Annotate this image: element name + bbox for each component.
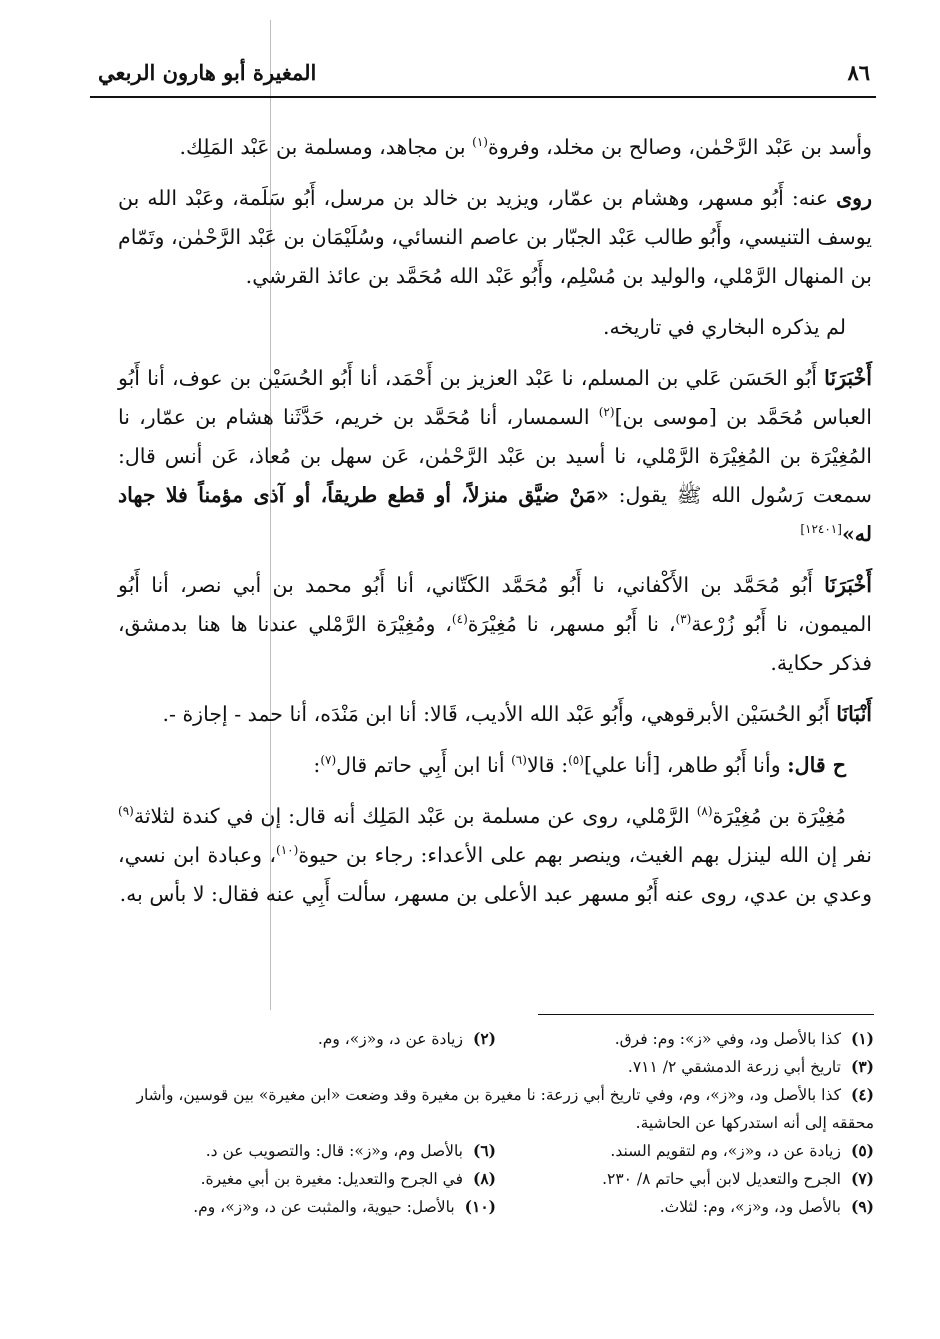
main-text: [118, 128, 872, 926]
paragraph-8: [118, 797, 872, 914]
footnote-10: [118, 1193, 496, 1221]
paragraph-6: [118, 695, 872, 734]
text-run: : قالا: [526, 753, 569, 777]
footnote-text: بالأصل ود، و«ز»، وم: لثلاث.: [659, 1198, 841, 1216]
text-run: عنه: أَبُو مسهر، وهشام بن عمّار، ويزيد بن خالد بن مرسل، أَبُو سَلَمة، وعَبْد الله بن يوسف التنيسي، وأَبُو طالب عَبْد الجبّار بن عاصم النسائي، وسُلَيْمَان بن عَبْد الرَّحْمٰن، وتَمّام بن المنهال الرَّمْلي، والوليد بن مُسْلِم، وأَبُو عَبْد الله مُحَمَّد بن عائذ القرشي.: [118, 186, 872, 288]
footnote-row: [118, 1053, 874, 1081]
paragraph-1: [118, 128, 872, 167]
footnote-ref-4[interactable]: (٤): [451, 612, 468, 627]
footnote-ref-3[interactable]: (٣): [675, 612, 692, 627]
footnote-ref-2[interactable]: (٢): [598, 405, 615, 420]
footnote-8: [118, 1165, 496, 1193]
paragraph-7: [118, 746, 872, 785]
footnote-text: كذا بالأصل ود، وفي «ز»: وم: فرق.: [614, 1030, 841, 1048]
footnote-ref-7[interactable]: (٧): [320, 753, 337, 768]
text-run: أَبُو الحُسَيْن الأبرقوهي، وأَبُو عَبْد الله الأديب، قَالا: أنا ابن مَنْدَه، أنا حمد - إجازة -.: [162, 702, 837, 726]
text-run: نفر إن الله لينزل بهم الغيث، وينصر بهم على الأعداء: رجاء بن حيوة: [298, 843, 872, 867]
footnote-text: كذا بالأصل ود، و«ز»، وم، وفي تاريخ أبي زرعة: نا مغيرة بن مغيرة وقد وضعت «ابن مغيرة» بين قوسين، وأشار محققه إلى أنه استدركها عن الحاشية.: [136, 1086, 874, 1132]
lead-word: أَخْبَرَنَا: [824, 573, 872, 597]
footnote-ref-9[interactable]: (٩): [118, 804, 134, 819]
footnote-text: في الجرح والتعديل: مغيرة بن أبي مغيرة.: [200, 1170, 463, 1188]
footnote-row: [118, 1137, 874, 1165]
footnote-number: (٣): [850, 1057, 874, 1076]
footnote-7: [496, 1165, 874, 1193]
footnote-number: (٧): [850, 1169, 874, 1188]
footnote-text: زيادة عن د، و«ز»، وم.: [317, 1030, 463, 1048]
lead-word: روى: [836, 186, 872, 210]
footnote-number: (٩): [850, 1197, 874, 1216]
footnote-row: [118, 1025, 874, 1053]
footnote-number: (٥): [850, 1141, 874, 1160]
footnote-2: [118, 1025, 496, 1053]
footnote-rule: [538, 1014, 874, 1015]
lead-word: أَخْبَرَنَا: [824, 366, 872, 390]
footnote-4: [118, 1081, 874, 1137]
text-run: وأنا أَبُو طاهر، [أنا علي]: [583, 753, 788, 777]
footnote-text: زيادة عن د، و«ز»، وم لتقويم السند.: [610, 1142, 841, 1160]
footnote-ref-5[interactable]: (٥): [568, 753, 584, 768]
footnote-ref-6[interactable]: (٦): [511, 753, 527, 768]
text-run: السمسار، أنا مُحَمَّد بن خريم، حَدَّثَنا هشام بن عمّار، نا المُغِيْرَة بن المُغِيْرَة الرَّمْلي، نا أسيد بن عَبْد الرَّحْمٰن، عَن سهل بن مُعاذ، عَن أنس قال: سمعت رَسُول الله ﷺ يقول:: [118, 405, 872, 507]
footnote-number: (٢): [472, 1029, 496, 1048]
footnote-1: [496, 1025, 874, 1053]
text-run: ، ومُغِيْرَة الرَّمْلي عندنا ها هنا بدمشق، فذكر حكاية.: [118, 612, 872, 675]
lead-word: أَنْبَانَا: [836, 702, 872, 726]
running-title: المغيرة أبو هارون الربعي: [98, 60, 317, 85]
hadith-reference: [١٢٤٠١]: [800, 522, 842, 537]
footnote-number: (٤): [850, 1085, 874, 1104]
footnote-9: [496, 1193, 874, 1221]
footnote-number: (٦): [472, 1141, 496, 1160]
text-run: :: [313, 753, 321, 777]
lead-word: ح قال:: [787, 753, 846, 777]
footnote-row: [118, 1193, 874, 1221]
footnote-text: بالأصل: حيوية، والمثبت عن د، و«ز»، وم.: [193, 1198, 455, 1216]
footnote-text: الجرح والتعديل لابن أبي حاتم ٨/ ٢٣٠.: [602, 1170, 841, 1188]
footnote-6: [118, 1137, 496, 1165]
footnote-ref-1[interactable]: (١): [472, 135, 488, 150]
footnote-number: (٨): [472, 1169, 496, 1188]
footnote-row: [118, 1081, 874, 1137]
text-run: وأسد بن عَبْد الرَّحْمٰن، وصالح بن مخلد، وفروة: [487, 135, 872, 159]
text-run: مُغِيْرَة بن مُغِيْرَة: [712, 804, 847, 828]
footnote-ref-8[interactable]: (٨): [696, 804, 713, 819]
page-header: [90, 56, 876, 98]
footnote-number: (١): [850, 1029, 874, 1048]
text-run: أَبُو الحَسَن عَلي بن المسلم، نا عَبْد العزيز بن أَحْمَد، أنا أَبُو الحُسَيْن بن عوف، أنا أَبُو العباس مُحَمَّد بن [موسى بن]: [118, 366, 872, 429]
paragraph-4: [118, 359, 872, 554]
footnotes: [118, 1014, 874, 1221]
page-number: ٨٦: [847, 60, 870, 85]
footnote-5: [496, 1137, 874, 1165]
footnote-row: [118, 1165, 874, 1193]
footnote-text: بالأصل وم، و«ز»: قال: والتصويب عن د.: [205, 1142, 463, 1160]
footnote-ref-10[interactable]: (١٠): [276, 843, 299, 858]
footnote-3: [118, 1053, 874, 1081]
paragraph-2: [118, 179, 872, 296]
footnote-text: تاريخ أبي زرعة الدمشقي ٢/ ٧١١.: [627, 1058, 841, 1076]
text-run: الرَّمْلي، روى عن مسلمة بن عَبْد المَلِك أنه قال: إن في كندة لثلاثة: [133, 804, 697, 828]
footnote-number: (١٠): [464, 1197, 496, 1216]
paragraph-5: [118, 566, 872, 683]
text-run: ، وعبادة ابن نسي، وعدي بن عدي، روى عنه أَبُو مسهر عبد الأعلى بن مسهر، سألت أَبِي عنه فقال: لا بأس به.: [118, 843, 872, 906]
paragraph-3: لم يذكره البخاري في تاريخه.: [603, 315, 846, 339]
text-run: بن مجاهد، ومسلمة بن عَبْد المَلِك.: [179, 135, 473, 159]
hadith-text: «مَنْ ضيَّق منزلاً، أو قطع طريقاً، أو آذى مؤمناً فلا جهاد له»: [118, 483, 872, 546]
text-run: أَبُو مُحَمَّد بن الأَكْفاني، نا أَبُو مُحَمَّد الكَتّاني، أنا أَبُو محمد بن أبي نصر، أنا أَبُو الميمون، نا أَبُو زُرْعة: [118, 573, 872, 636]
text-run: أنا ابن أَبِي حاتم قال: [336, 753, 512, 777]
text-run: ، نا أَبُو مسهر، نا مُغِيْرَة: [467, 612, 676, 636]
